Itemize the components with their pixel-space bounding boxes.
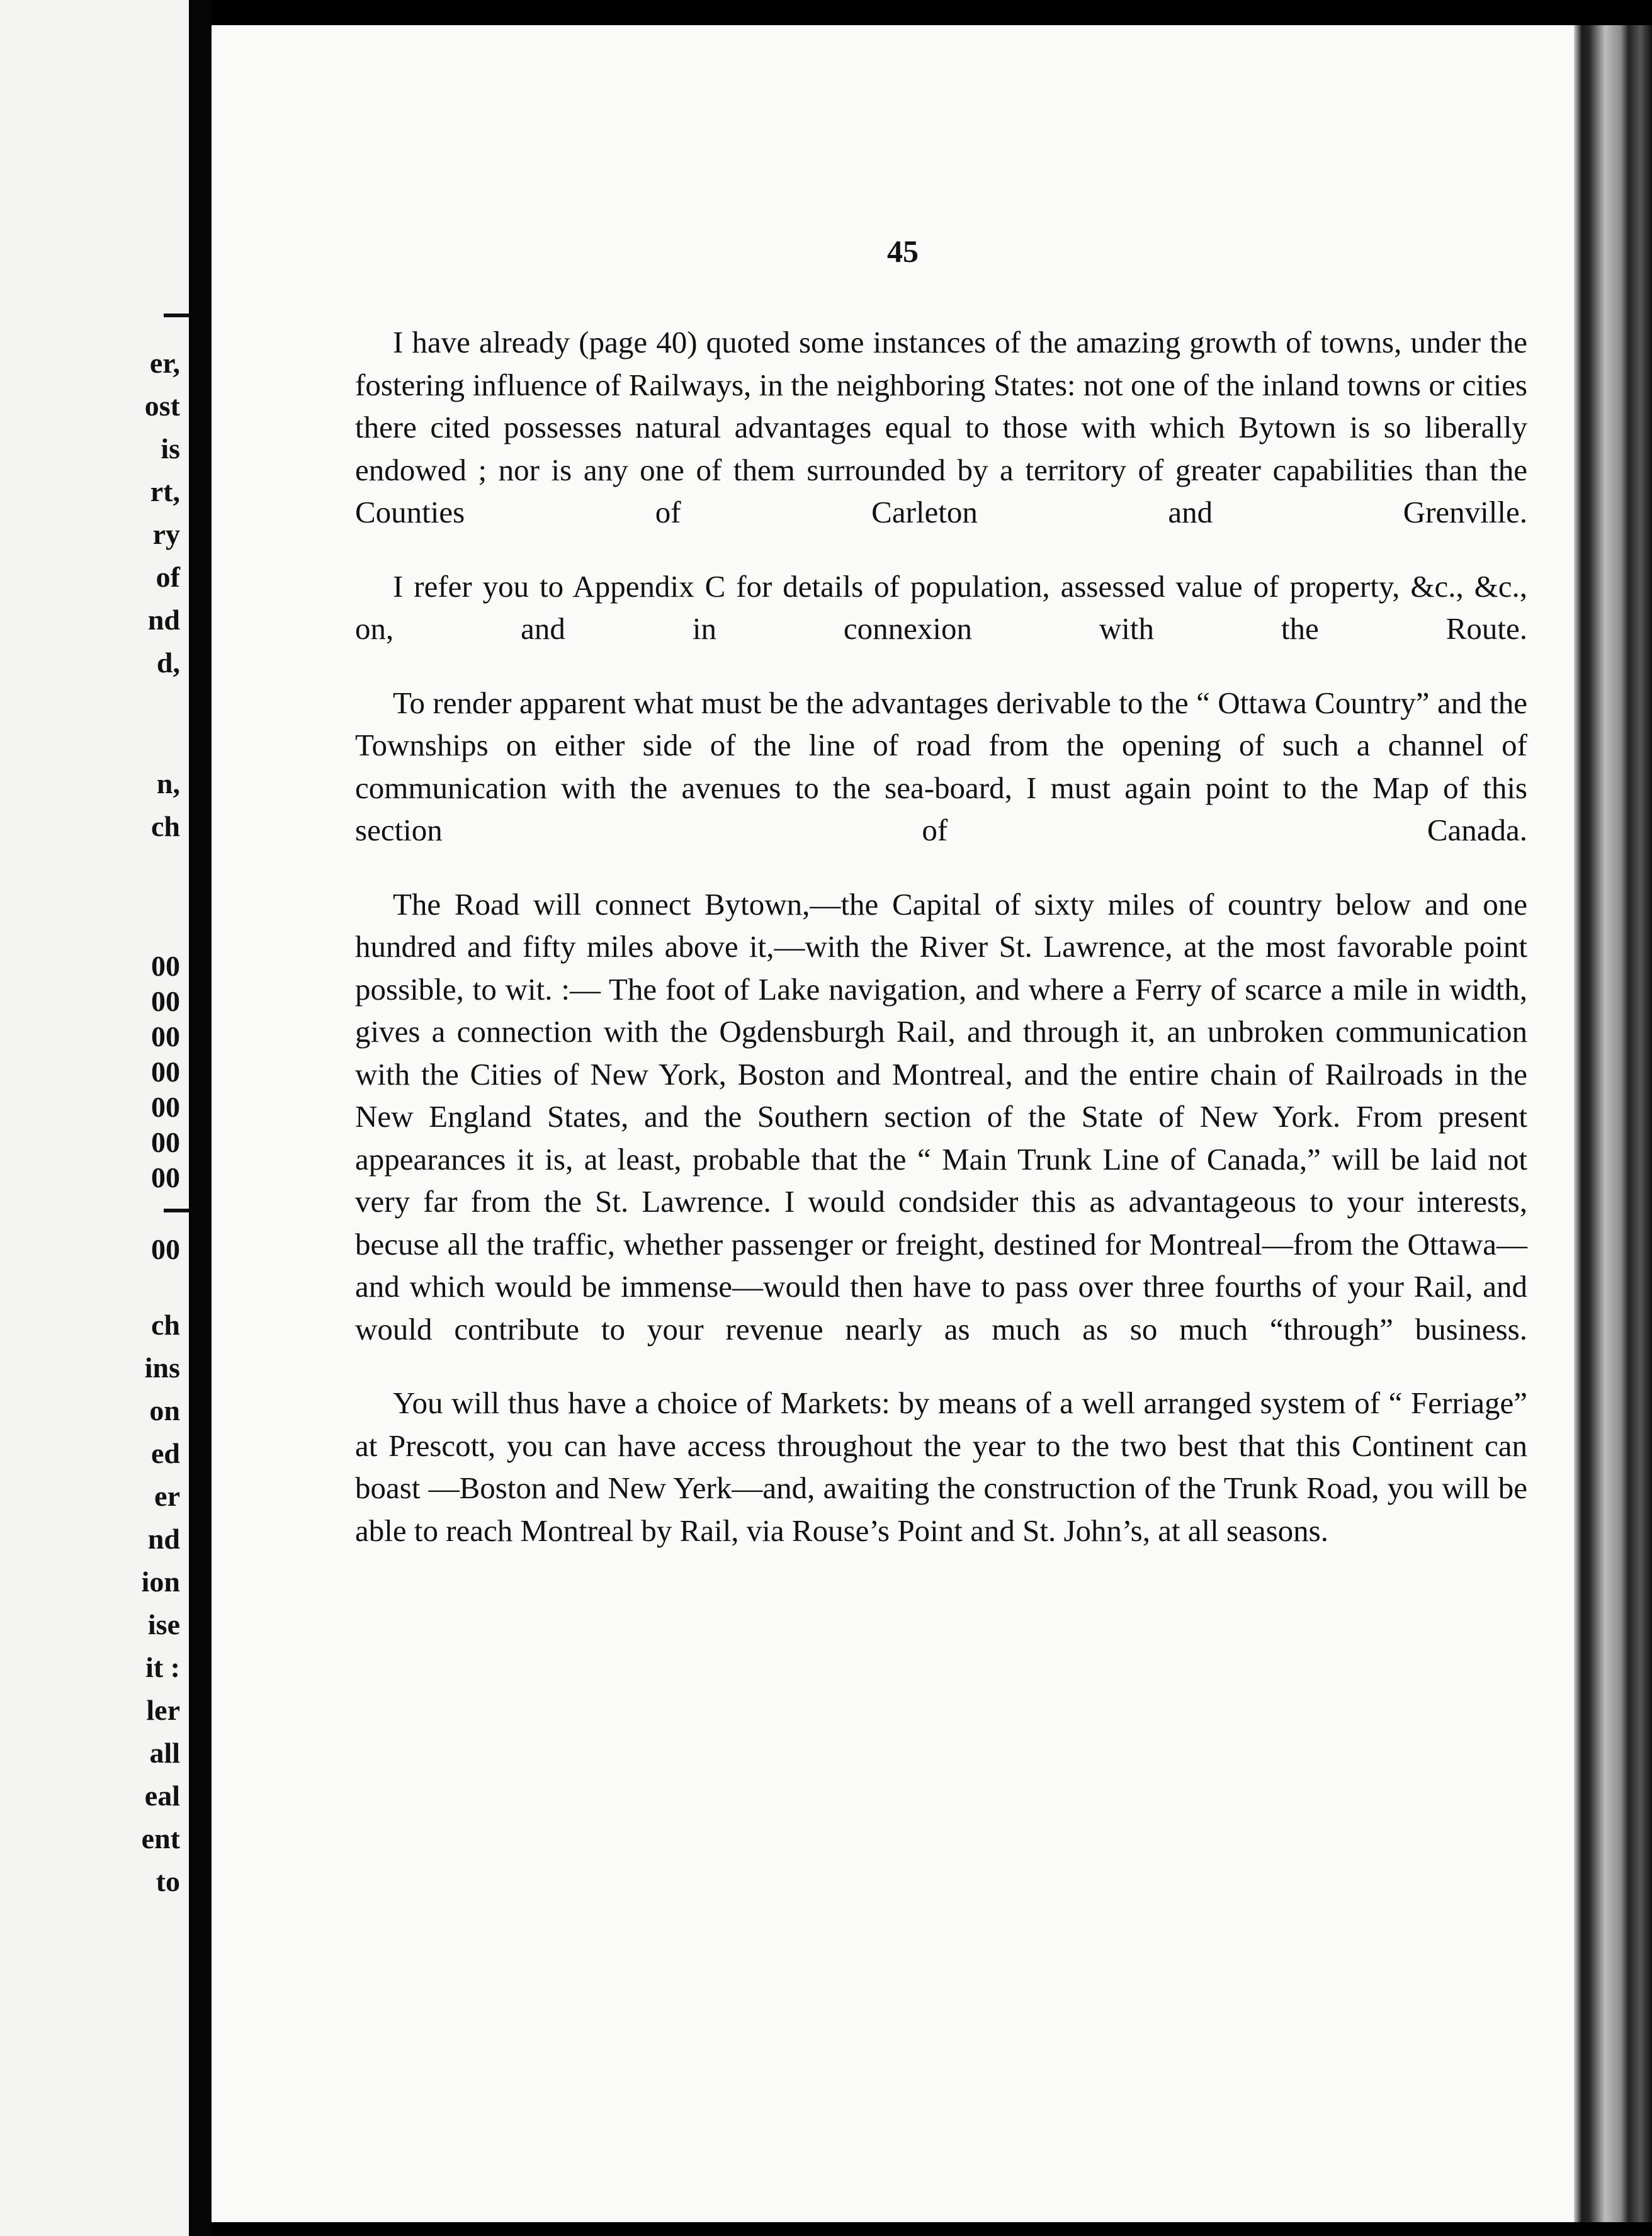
left-page-fragment: rt, bbox=[150, 475, 180, 507]
left-page-fragment: ry bbox=[152, 518, 180, 550]
left-page-fragment: eal bbox=[144, 1780, 180, 1812]
left-page-fragment: 00 bbox=[151, 985, 180, 1017]
left-page-fragment: 00 bbox=[151, 1161, 180, 1194]
left-page-fragment: all bbox=[149, 1737, 180, 1769]
paragraph: To render apparent what must be the advantages derivable to the “ Ottawa Country” and the Townships on either side of the line of road from the opening of such a channel of communication with the avenues to the sea-board, I must again point to the Map of this section of Canada. bbox=[355, 685, 1527, 847]
left-page-fragment: 00 bbox=[151, 1126, 180, 1158]
paragraph: You will thus have a choice of Markets: by means of a well arranged system of “ Ferriage” at Prescott, you can have access throughout the year to the two best that this Continent can boast —Boston and New Yerk—and, awaiting the construction of the Trunk Road, you will be able to reach Montreal by Rail, via Rouse’s Point and St. John’s, at all seasons. bbox=[355, 1386, 1527, 1548]
left-page-fragment: 00 bbox=[151, 1091, 180, 1123]
page-body bbox=[355, 321, 1527, 1583]
left-page-fragment: nd bbox=[147, 604, 180, 636]
facing-page-edge bbox=[0, 0, 189, 2236]
document-page bbox=[212, 25, 1594, 2222]
left-page-rule bbox=[164, 313, 189, 317]
paragraph: I refer you to Appendix C for details of population, assessed value of property, &c., &c., on, and in connexion with the Route. bbox=[355, 568, 1527, 646]
left-page-fragment: to bbox=[156, 1865, 180, 1897]
left-page-fragment: ise bbox=[147, 1608, 180, 1640]
paragraph: I have already (page 40) quoted some instances of the amazing growth of towns, under the fostering influence of Railways, in the neighboring States: not one of the inland towns or cities there cited possesses natural advantages equal to those with which Bytown is so liberally endowed ; nor is any one of them surrounded by a territory of greater capabilities than the Counties of Carleton and Grenville. bbox=[355, 325, 1527, 529]
left-page-fragment: 00 bbox=[151, 1233, 180, 1265]
paragraph: The Road will connect Bytown,—the Capital of sixty miles of country below and one hundred and fifty miles above it,—with the River St. Lawrence, at the most favorable point possible, to wit. :— The foot of Lake navigation, and where a Ferry of scarce a mile in width, gives a connection with the Ogdensburgh Rail, and through it, an unbroken communication with the Cities of New York, Boston and Montreal, and the entire chain of Railroads in the New England States, and the Southern section of the State of New York. From present appearances it is, at least, probable that the “ Main Trunk Line of Canada,” will be laid not very far from the St. Lawrence. I would condsider this as advantageous to your interests, becuse all the traffic, whether passenger or freight, destined for Montreal—from the Ottawa—and which would be immense—would then have to pass over three fourths of your Rail, and would contribute to your revenue nearly as much as so much “through” business. bbox=[355, 886, 1527, 1347]
left-page-fragment: ch bbox=[151, 810, 180, 842]
left-page-fragment: 00 bbox=[151, 1056, 180, 1088]
left-page-fragment: er bbox=[154, 1480, 180, 1512]
left-page-fragment: 00 bbox=[151, 950, 180, 982]
left-page-fragment: ins bbox=[144, 1352, 180, 1384]
left-page-fragment: ion bbox=[141, 1566, 180, 1598]
left-page-fragment: it : bbox=[145, 1651, 180, 1683]
left-page-fragment: er, bbox=[149, 347, 180, 379]
book-edge bbox=[1574, 25, 1652, 2222]
left-page-fragment: of bbox=[156, 561, 180, 593]
left-page-rule bbox=[164, 1209, 189, 1212]
page-number: 45 bbox=[887, 234, 919, 269]
left-page-fragment: ed bbox=[151, 1437, 180, 1469]
left-page-fragment: n, bbox=[156, 767, 180, 799]
left-page-fragment: ent bbox=[141, 1822, 180, 1855]
left-page-fragment: nd bbox=[147, 1523, 180, 1555]
left-page-fragment: ch bbox=[151, 1309, 180, 1341]
book-gutter bbox=[189, 0, 212, 2236]
left-page-fragment: ler bbox=[146, 1694, 180, 1726]
left-page-fragment: d, bbox=[156, 647, 180, 679]
left-page-fragment: 00 bbox=[151, 1020, 180, 1053]
left-page-fragment: on bbox=[149, 1394, 180, 1426]
left-page-fragment: ost bbox=[144, 390, 180, 422]
left-page-fragment: is bbox=[161, 432, 180, 465]
